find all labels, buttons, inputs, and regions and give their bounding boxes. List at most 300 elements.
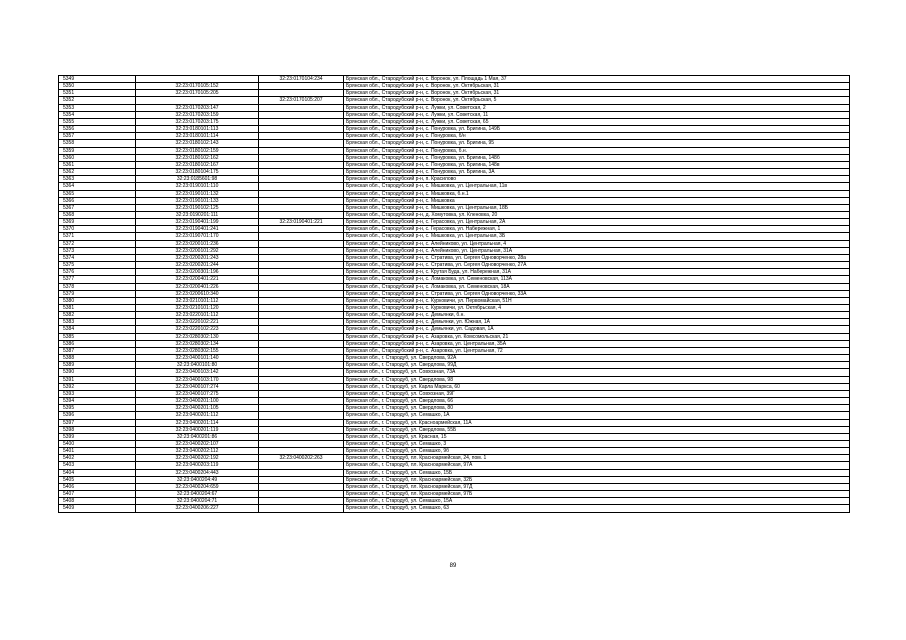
table-row — [59, 219, 850, 226]
cadastral-number-cell: 32:23:0400204:659 — [136, 483, 259, 490]
cadastral-number-cell: 32:23:0220102:223 — [136, 326, 259, 333]
table-row — [59, 176, 850, 183]
cadastral-number-cell: 32:23:0200101:292 — [136, 247, 259, 254]
table-row — [59, 505, 850, 512]
related-cadastral-number-cell: 32:23:0170105:207 — [259, 97, 344, 104]
address-cell: Брянская обл., Стародубский р-н, п. Красилово — [344, 176, 850, 183]
row-number-cell: 5355 — [59, 118, 136, 125]
row-number-cell: 5397 — [59, 419, 136, 426]
row-number-cell: 5388 — [59, 355, 136, 362]
address-cell: Брянская обл., Стародубский р-н, с. Воронок, ул. Октябрьская, 31 — [344, 90, 850, 97]
address-cell: Брянская обл., г. Стародуб, ул. Свердлова, 98 — [344, 376, 850, 383]
row-number-cell: 5354 — [59, 111, 136, 118]
page-number: 89 — [449, 563, 457, 569]
table-row — [59, 340, 850, 347]
cadastral-number-cell: 32:23:0210101:120 — [136, 305, 259, 312]
table-row — [59, 369, 850, 376]
row-number-cell: 5396 — [59, 412, 136, 419]
cadastral-number-cell: 32:23:0280302:134 — [136, 340, 259, 347]
row-number-cell: 5364 — [59, 183, 136, 190]
table-row — [59, 161, 850, 168]
row-number-cell: 5356 — [59, 126, 136, 133]
table-row — [59, 455, 850, 462]
cadastral-number-cell: 32:23:0400206:227 — [136, 505, 259, 512]
table-row — [59, 376, 850, 383]
cadastral-number-cell: 32:23:0170203:159 — [136, 111, 259, 118]
address-cell: Брянская обл., Стародубский р-н, с. Лужки, ул. Советская, 11 — [344, 111, 850, 118]
row-number-cell: 5402 — [59, 455, 136, 462]
table-row — [59, 290, 850, 297]
cadastral-number-cell: 32:23:0220102:221 — [136, 319, 259, 326]
address-cell: Брянская обл., г. Стародуб, ул. Свердлова, 99Д — [344, 362, 850, 369]
address-cell: Брянская обл., Стародубский р-н, с. Герасовка, ул. Набережная, 1 — [344, 226, 850, 233]
related-cadastral-number-cell — [259, 312, 344, 319]
cadastral-number-cell: 32:23:0200201:244 — [136, 262, 259, 269]
cadastral-number-cell: 32:23:0400204:71 — [136, 498, 259, 505]
related-cadastral-number-cell — [259, 83, 344, 90]
table-row — [59, 412, 850, 419]
row-number-cell: 5375 — [59, 262, 136, 269]
row-number-cell: 5359 — [59, 147, 136, 154]
address-cell: Брянская обл., Стародубский р-н, с. Алейниково, ул. Центральная, 31А — [344, 247, 850, 254]
row-number-cell: 5383 — [59, 319, 136, 326]
address-cell: Брянская обл., Стародубский р-н, с. Стратива, ул. Сергея Одноворченко, 28а — [344, 254, 850, 261]
row-number-cell: 5394 — [59, 398, 136, 405]
table-row — [59, 104, 850, 111]
table-row — [59, 483, 850, 490]
cadastral-number-cell: 32:23:0190101:110 — [136, 183, 259, 190]
cadastral-number-cell — [136, 97, 259, 104]
row-number-cell: 5384 — [59, 326, 136, 333]
cadastral-number-cell: 32:23:0400103:170 — [136, 376, 259, 383]
address-cell: Брянская обл., Стародубский р-н, с. Понуровка, ул. Бригина, 3А — [344, 169, 850, 176]
related-cadastral-number-cell — [259, 169, 344, 176]
cadastral-number-cell: 32:23:0170105:205 — [136, 90, 259, 97]
cadastral-number-cell: 32:23:0400101:80 — [136, 362, 259, 369]
address-cell: Брянская обл., Стародубский р-н, с. Стратива, ул. Сергея Одноворченко, 27А — [344, 262, 850, 269]
address-cell: Брянская обл., Стародубский р-н, с. Мишковка — [344, 197, 850, 204]
table-row — [59, 83, 850, 90]
cadastral-number-cell: 32:23:0220101:112 — [136, 312, 259, 319]
cadastral-number-cell: 32:23:0180102:159 — [136, 147, 259, 154]
address-cell: Брянская обл., Стародубский р-н, с. Азаровка, ул. Центральная, 72 — [344, 347, 850, 354]
cadastral-number-cell: 32:23:0190701:170 — [136, 233, 259, 240]
address-cell: Брянская обл., Стародубский р-н, с. Демьянки, ул. Южная, 1А — [344, 319, 850, 326]
table-body — [59, 76, 850, 513]
cadastral-number-cell: 32:23:0400204:67 — [136, 491, 259, 498]
address-cell: Брянская обл., Стародубский р-н, с. Ломаковка, ул. Семеновская, 113А — [344, 276, 850, 283]
cadastral-number-cell: 32:23:0280302:130 — [136, 333, 259, 340]
row-number-cell: 5386 — [59, 340, 136, 347]
table-row — [59, 211, 850, 218]
address-cell: Брянская обл., г. Стародуб, ул. Совхозная, 39Г — [344, 390, 850, 397]
row-number-cell: 5404 — [59, 469, 136, 476]
table-row — [59, 147, 850, 154]
address-cell: Брянская обл., Стародубский р-н, с. Мишковка, ул. Центральная, 3Б — [344, 233, 850, 240]
cadastral-number-cell: 32:23:0400204:49 — [136, 476, 259, 483]
cadastral-number-cell: 32:23:0200101:236 — [136, 240, 259, 247]
table-row — [59, 326, 850, 333]
related-cadastral-number-cell — [259, 297, 344, 304]
cadastral-number-cell: 32:23:0400202:112 — [136, 448, 259, 455]
table-row — [59, 390, 850, 397]
related-cadastral-number-cell — [259, 147, 344, 154]
row-number-cell: 5369 — [59, 219, 136, 226]
address-cell: Брянская обл., Стародубский р-н, с. Азаровка, ул. Центральная, 35А — [344, 340, 850, 347]
address-cell: Брянская обл., г. Стародуб, пл. Красноармейская, 97Д — [344, 483, 850, 490]
table-row — [59, 498, 850, 505]
row-number-cell: 5374 — [59, 254, 136, 261]
row-number-cell: 5349 — [59, 76, 136, 83]
address-cell: Брянская обл., Стародубский р-н, с. Воронок, ул. Октябрьская, 5 — [344, 97, 850, 104]
cadastral-number-cell: 32:23:0170105:152 — [136, 83, 259, 90]
cadastral-number-cell: 32:23:0400202:107 — [136, 440, 259, 447]
table-row — [59, 355, 850, 362]
cadastral-number-cell: 32:23:0400203:119 — [136, 462, 259, 469]
related-cadastral-number-cell — [259, 448, 344, 455]
row-number-cell: 5368 — [59, 211, 136, 218]
related-cadastral-number-cell: 32:23:0170104:234 — [259, 76, 344, 83]
related-cadastral-number-cell — [259, 190, 344, 197]
table-row — [59, 154, 850, 161]
table-row — [59, 398, 850, 405]
table-row — [59, 90, 850, 97]
address-cell: Брянская обл., Стародубский р-н, с. Герасовка, ул. Центральная, 2А — [344, 219, 850, 226]
table-row — [59, 111, 850, 118]
cadastral-number-cell: 32:23:0180104:175 — [136, 169, 259, 176]
table-row — [59, 247, 850, 254]
table-row — [59, 254, 850, 261]
related-cadastral-number-cell — [259, 161, 344, 168]
row-number-cell: 5371 — [59, 233, 136, 240]
table-row — [59, 305, 850, 312]
cadastral-number-cell: 32:23:0400201:86 — [136, 433, 259, 440]
address-cell: Брянская обл., г. Стародуб, ул. Красная, 15 — [344, 433, 850, 440]
row-number-cell: 5390 — [59, 369, 136, 376]
related-cadastral-number-cell — [259, 505, 344, 512]
related-cadastral-number-cell — [259, 433, 344, 440]
row-number-cell: 5408 — [59, 498, 136, 505]
table-row — [59, 312, 850, 319]
row-number-cell: 5392 — [59, 383, 136, 390]
related-cadastral-number-cell — [259, 476, 344, 483]
address-cell: Брянская обл., Стародубский р-н, с. Понуровка, б/н — [344, 133, 850, 140]
related-cadastral-number-cell — [259, 383, 344, 390]
row-number-cell: 5378 — [59, 283, 136, 290]
table-row — [59, 319, 850, 326]
table-row — [59, 333, 850, 340]
related-cadastral-number-cell — [259, 140, 344, 147]
row-number-cell: 5380 — [59, 297, 136, 304]
row-number-cell: 5362 — [59, 169, 136, 176]
cadastral-number-cell: 32:23:0400201:119 — [136, 426, 259, 433]
address-cell: Брянская обл., г. Стародуб, ул. Красноармейская, 11А — [344, 419, 850, 426]
address-cell: Брянская обл., Стародубский р-н, с. Алейниково, ул. Центральная, 4 — [344, 240, 850, 247]
address-cell: Брянская обл., Стародубский р-н, с. Понуровка, ул. Бригина, 148в — [344, 161, 850, 168]
row-number-cell: 5353 — [59, 104, 136, 111]
row-number-cell: 5387 — [59, 347, 136, 354]
table-row — [59, 269, 850, 276]
related-cadastral-number-cell — [259, 305, 344, 312]
address-cell: Брянская обл., Стародубский р-н, с. Стратива, ул. Сергея Одноворченко, 33А — [344, 290, 850, 297]
related-cadastral-number-cell — [259, 254, 344, 261]
table-row — [59, 169, 850, 176]
cadastral-number-cell: 32:23:0200301:196 — [136, 269, 259, 276]
table-row — [59, 233, 850, 240]
related-cadastral-number-cell — [259, 197, 344, 204]
related-cadastral-number-cell — [259, 204, 344, 211]
table-row — [59, 76, 850, 83]
address-cell: Брянская обл., г. Стародуб, ул. Семашко, 15Б — [344, 469, 850, 476]
row-number-cell: 5398 — [59, 426, 136, 433]
related-cadastral-number-cell — [259, 412, 344, 419]
related-cadastral-number-cell — [259, 405, 344, 412]
related-cadastral-number-cell — [259, 398, 344, 405]
related-cadastral-number-cell — [259, 90, 344, 97]
row-number-cell: 5373 — [59, 247, 136, 254]
table-row — [59, 491, 850, 498]
row-number-cell: 5365 — [59, 190, 136, 197]
cadastral-number-cell: 32:23:0400101:140 — [136, 355, 259, 362]
cadastral-number-cell: 32:23:0400201:114 — [136, 419, 259, 426]
table-row — [59, 133, 850, 140]
related-cadastral-number-cell — [259, 390, 344, 397]
cadastral-number-cell: 32:23:0180102:167 — [136, 161, 259, 168]
cadastral-number-cell: 32:23:0200401:221 — [136, 276, 259, 283]
related-cadastral-number-cell — [259, 340, 344, 347]
address-cell: Брянская обл., г. Стародуб, пл. Красноармейская, 97А — [344, 462, 850, 469]
table-row — [59, 240, 850, 247]
address-cell: Брянская обл., г. Стародуб, пл. Красноармейская, 32Б — [344, 476, 850, 483]
address-cell: Брянская обл., Стародубский р-н, с. Лужки, ул. Советская, 2 — [344, 104, 850, 111]
cadastral-number-cell: 32:23:0200201:243 — [136, 254, 259, 261]
address-cell: Брянская обл., г. Стародуб, пл. Красноармейская, 97Б — [344, 491, 850, 498]
related-cadastral-number-cell — [259, 262, 344, 269]
row-number-cell: 5409 — [59, 505, 136, 512]
table-row — [59, 190, 850, 197]
row-number-cell: 5403 — [59, 462, 136, 469]
related-cadastral-number-cell — [259, 133, 344, 140]
cadastral-number-cell — [136, 76, 259, 83]
cadastral-number-cell: 32:23:0170203:147 — [136, 104, 259, 111]
row-number-cell: 5405 — [59, 476, 136, 483]
related-cadastral-number-cell — [259, 211, 344, 218]
row-number-cell: 5407 — [59, 491, 136, 498]
cadastral-number-cell: 32:23:0400201:112 — [136, 412, 259, 419]
address-cell: Брянская обл., Стародубский р-н, с. Демьянки, б.н. — [344, 312, 850, 319]
table-row — [59, 448, 850, 455]
related-cadastral-number-cell — [259, 290, 344, 297]
cadastral-number-cell: 32:23:0400201:105 — [136, 405, 259, 412]
cadastral-number-cell: 32:23:0180101:114 — [136, 133, 259, 140]
cadastral-number-cell: 32:23:0400103:142 — [136, 369, 259, 376]
cadastral-number-cell: 32:23:0200401:226 — [136, 283, 259, 290]
table-row — [59, 469, 850, 476]
related-cadastral-number-cell — [259, 362, 344, 369]
related-cadastral-number-cell — [259, 462, 344, 469]
related-cadastral-number-cell — [259, 333, 344, 340]
row-number-cell: 5363 — [59, 176, 136, 183]
row-number-cell: 5370 — [59, 226, 136, 233]
related-cadastral-number-cell — [259, 276, 344, 283]
related-cadastral-number-cell — [259, 154, 344, 161]
address-cell: Брянская обл., Стародубский р-н, д. Хомутовка, ул. Кленовка, 20 — [344, 211, 850, 218]
related-cadastral-number-cell — [259, 269, 344, 276]
row-number-cell: 5376 — [59, 269, 136, 276]
address-cell: Брянская обл., Стародубский р-н, с. Понуровка, ул. Бригина, 95 — [344, 140, 850, 147]
row-number-cell: 5367 — [59, 204, 136, 211]
address-cell: Брянская обл., г. Стародуб, ул. Свердлова, 55Б — [344, 426, 850, 433]
related-cadastral-number-cell — [259, 369, 344, 376]
address-cell: Брянская обл., г. Стародуб, ул. Карла Маркса, 60 — [344, 383, 850, 390]
row-number-cell: 5366 — [59, 197, 136, 204]
table-row — [59, 262, 850, 269]
address-cell: Брянская обл., г. Стародуб, ул. Семашко, 9б — [344, 448, 850, 455]
address-cell: Брянская обл., Стародубский р-н, с. Лужки, ул. Советская, 65 — [344, 118, 850, 125]
related-cadastral-number-cell — [259, 104, 344, 111]
row-number-cell: 5352 — [59, 97, 136, 104]
related-cadastral-number-cell: 32:23:0190401:221 — [259, 219, 344, 226]
row-number-cell: 5350 — [59, 83, 136, 90]
address-cell: Брянская обл., Стародубский р-н, с. Мишковка, ул. Центральная, 11в — [344, 183, 850, 190]
cadastral-table — [58, 75, 850, 513]
related-cadastral-number-cell — [259, 283, 344, 290]
table-row — [59, 126, 850, 133]
related-cadastral-number-cell — [259, 355, 344, 362]
row-number-cell: 5358 — [59, 140, 136, 147]
related-cadastral-number-cell — [259, 319, 344, 326]
row-number-cell: 5377 — [59, 276, 136, 283]
table-row — [59, 140, 850, 147]
cadastral-number-cell: 32:23:0400107:274 — [136, 383, 259, 390]
cadastral-number-cell: 32:23:0185601:98 — [136, 176, 259, 183]
row-number-cell: 5361 — [59, 161, 136, 168]
address-cell: Брянская обл., Стародубский р-н, с. Азаровка, ул. Комсомольская, 21 — [344, 333, 850, 340]
table-row — [59, 183, 850, 190]
table-row — [59, 405, 850, 412]
cadastral-number-cell: 32:23:0400107:275 — [136, 390, 259, 397]
table-row — [59, 476, 850, 483]
cadastral-number-cell: 32:23:0190102:125 — [136, 204, 259, 211]
table-row — [59, 276, 850, 283]
row-number-cell: 5393 — [59, 390, 136, 397]
row-number-cell: 5357 — [59, 133, 136, 140]
row-number-cell: 5382 — [59, 312, 136, 319]
cadastral-number-cell: 32:23:0180102:143 — [136, 140, 259, 147]
related-cadastral-number-cell — [259, 426, 344, 433]
related-cadastral-number-cell — [259, 491, 344, 498]
address-cell: Брянская обл., Стародубский р-н, с. Воронок, ул. Октябрьская, 31 — [344, 83, 850, 90]
table-row — [59, 197, 850, 204]
cadastral-number-cell: 32:23:0180101:113 — [136, 126, 259, 133]
cadastral-number-cell: 32:23:0180102:162 — [136, 154, 259, 161]
row-number-cell: 5385 — [59, 333, 136, 340]
address-cell: Брянская обл., Стародубский р-н, с. Мишковка, б.н.1 — [344, 190, 850, 197]
cadastral-number-cell: 32:23:0400201:100 — [136, 398, 259, 405]
related-cadastral-number-cell — [259, 183, 344, 190]
table-row — [59, 204, 850, 211]
row-number-cell: 5399 — [59, 433, 136, 440]
row-number-cell: 5351 — [59, 90, 136, 97]
cadastral-number-cell: 32:23:0400202:192 — [136, 455, 259, 462]
table-row — [59, 462, 850, 469]
cadastral-number-cell: 32:23:0200610:340 — [136, 290, 259, 297]
table-row — [59, 440, 850, 447]
address-cell: Брянская обл., г. Стародуб, ул. Семашко, 3 — [344, 440, 850, 447]
address-cell: Брянская обл., Стародубский р-н, с. Воронок, ул. Площадь 1 Мая, 37 — [344, 76, 850, 83]
related-cadastral-number-cell — [259, 498, 344, 505]
table-row — [59, 383, 850, 390]
row-number-cell: 5401 — [59, 448, 136, 455]
related-cadastral-number-cell — [259, 419, 344, 426]
address-cell: Брянская обл., Стародубский р-н, с. Демьянки, ул. Садовая, 1А — [344, 326, 850, 333]
cadastral-number-cell: 32:23:0190201:111 — [136, 211, 259, 218]
row-number-cell: 5360 — [59, 154, 136, 161]
cadastral-number-cell: 32:23:0170203:175 — [136, 118, 259, 125]
address-cell: Брянская обл., г. Стародуб, ул. Свердлова, 92А — [344, 355, 850, 362]
address-cell: Брянская обл., Стародубский р-н, с. Курковичи, ул. Первомайская, 51Н — [344, 297, 850, 304]
related-cadastral-number-cell — [259, 176, 344, 183]
address-cell: Брянская обл., г. Стародуб, ул. Совхозная, 73А — [344, 369, 850, 376]
related-cadastral-number-cell — [259, 376, 344, 383]
row-number-cell: 5389 — [59, 362, 136, 369]
address-cell: Брянская обл., Стародубский р-н, с. Понуровка, ул. Бригина, 148б — [344, 154, 850, 161]
cadastral-number-cell: 32:23:0210101:112 — [136, 297, 259, 304]
address-cell: Брянская обл., Стародубский р-н, с. Крутая Буда, ул. Набережная, 31А — [344, 269, 850, 276]
table-row — [59, 283, 850, 290]
table-row — [59, 347, 850, 354]
related-cadastral-number-cell — [259, 118, 344, 125]
address-cell: Брянская обл., Стародубский р-н, с. Ломаковка, ул. Семеновская, 18А — [344, 283, 850, 290]
table-row — [59, 297, 850, 304]
row-number-cell: 5372 — [59, 240, 136, 247]
address-cell: Брянская обл., г. Стародуб, ул. Свердлова, 66 — [344, 398, 850, 405]
row-number-cell: 5379 — [59, 290, 136, 297]
table-row — [59, 426, 850, 433]
address-cell: Брянская обл., г. Стародуб, пл. Красноармейская, 24, пом. 1 — [344, 455, 850, 462]
related-cadastral-number-cell — [259, 326, 344, 333]
address-cell: Брянская обл., Стародубский р-н, с. Мишковка, ул. Центральная, 18Б — [344, 204, 850, 211]
cadastral-number-cell: 32:23:0190401:241 — [136, 226, 259, 233]
related-cadastral-number-cell: 32:23:0400202:263 — [259, 455, 344, 462]
related-cadastral-number-cell — [259, 247, 344, 254]
address-cell: Брянская обл., г. Стародуб, ул. Семашко, 15А — [344, 498, 850, 505]
row-number-cell: 5395 — [59, 405, 136, 412]
table-row — [59, 97, 850, 104]
related-cadastral-number-cell — [259, 440, 344, 447]
table-row — [59, 118, 850, 125]
table-row — [59, 226, 850, 233]
related-cadastral-number-cell — [259, 111, 344, 118]
related-cadastral-number-cell — [259, 233, 344, 240]
cadastral-number-cell: 32:23:0190101:133 — [136, 197, 259, 204]
related-cadastral-number-cell — [259, 469, 344, 476]
cadastral-number-cell: 32:23:0190101:132 — [136, 190, 259, 197]
address-cell: Брянская обл., Стародубский р-н, с. Курковичи, ул. Октябрьская, 4 — [344, 305, 850, 312]
row-number-cell: 5391 — [59, 376, 136, 383]
address-cell: Брянская обл., г. Стародуб, ул. Семашко, 63 — [344, 505, 850, 512]
cadastral-number-cell: 32:23:0280302:155 — [136, 347, 259, 354]
row-number-cell: 5400 — [59, 440, 136, 447]
related-cadastral-number-cell — [259, 226, 344, 233]
address-cell: Брянская обл., г. Стародуб, ул. Семашко, 1А — [344, 412, 850, 419]
row-number-cell: 5406 — [59, 483, 136, 490]
address-cell: Брянская обл., Стародубский р-н, с. Понуровка, б.н. — [344, 147, 850, 154]
related-cadastral-number-cell — [259, 483, 344, 490]
row-number-cell: 5381 — [59, 305, 136, 312]
address-cell: Брянская обл., Стародубский р-н, с. Понуровка, ул. Бригина, 149Б — [344, 126, 850, 133]
table-row — [59, 433, 850, 440]
